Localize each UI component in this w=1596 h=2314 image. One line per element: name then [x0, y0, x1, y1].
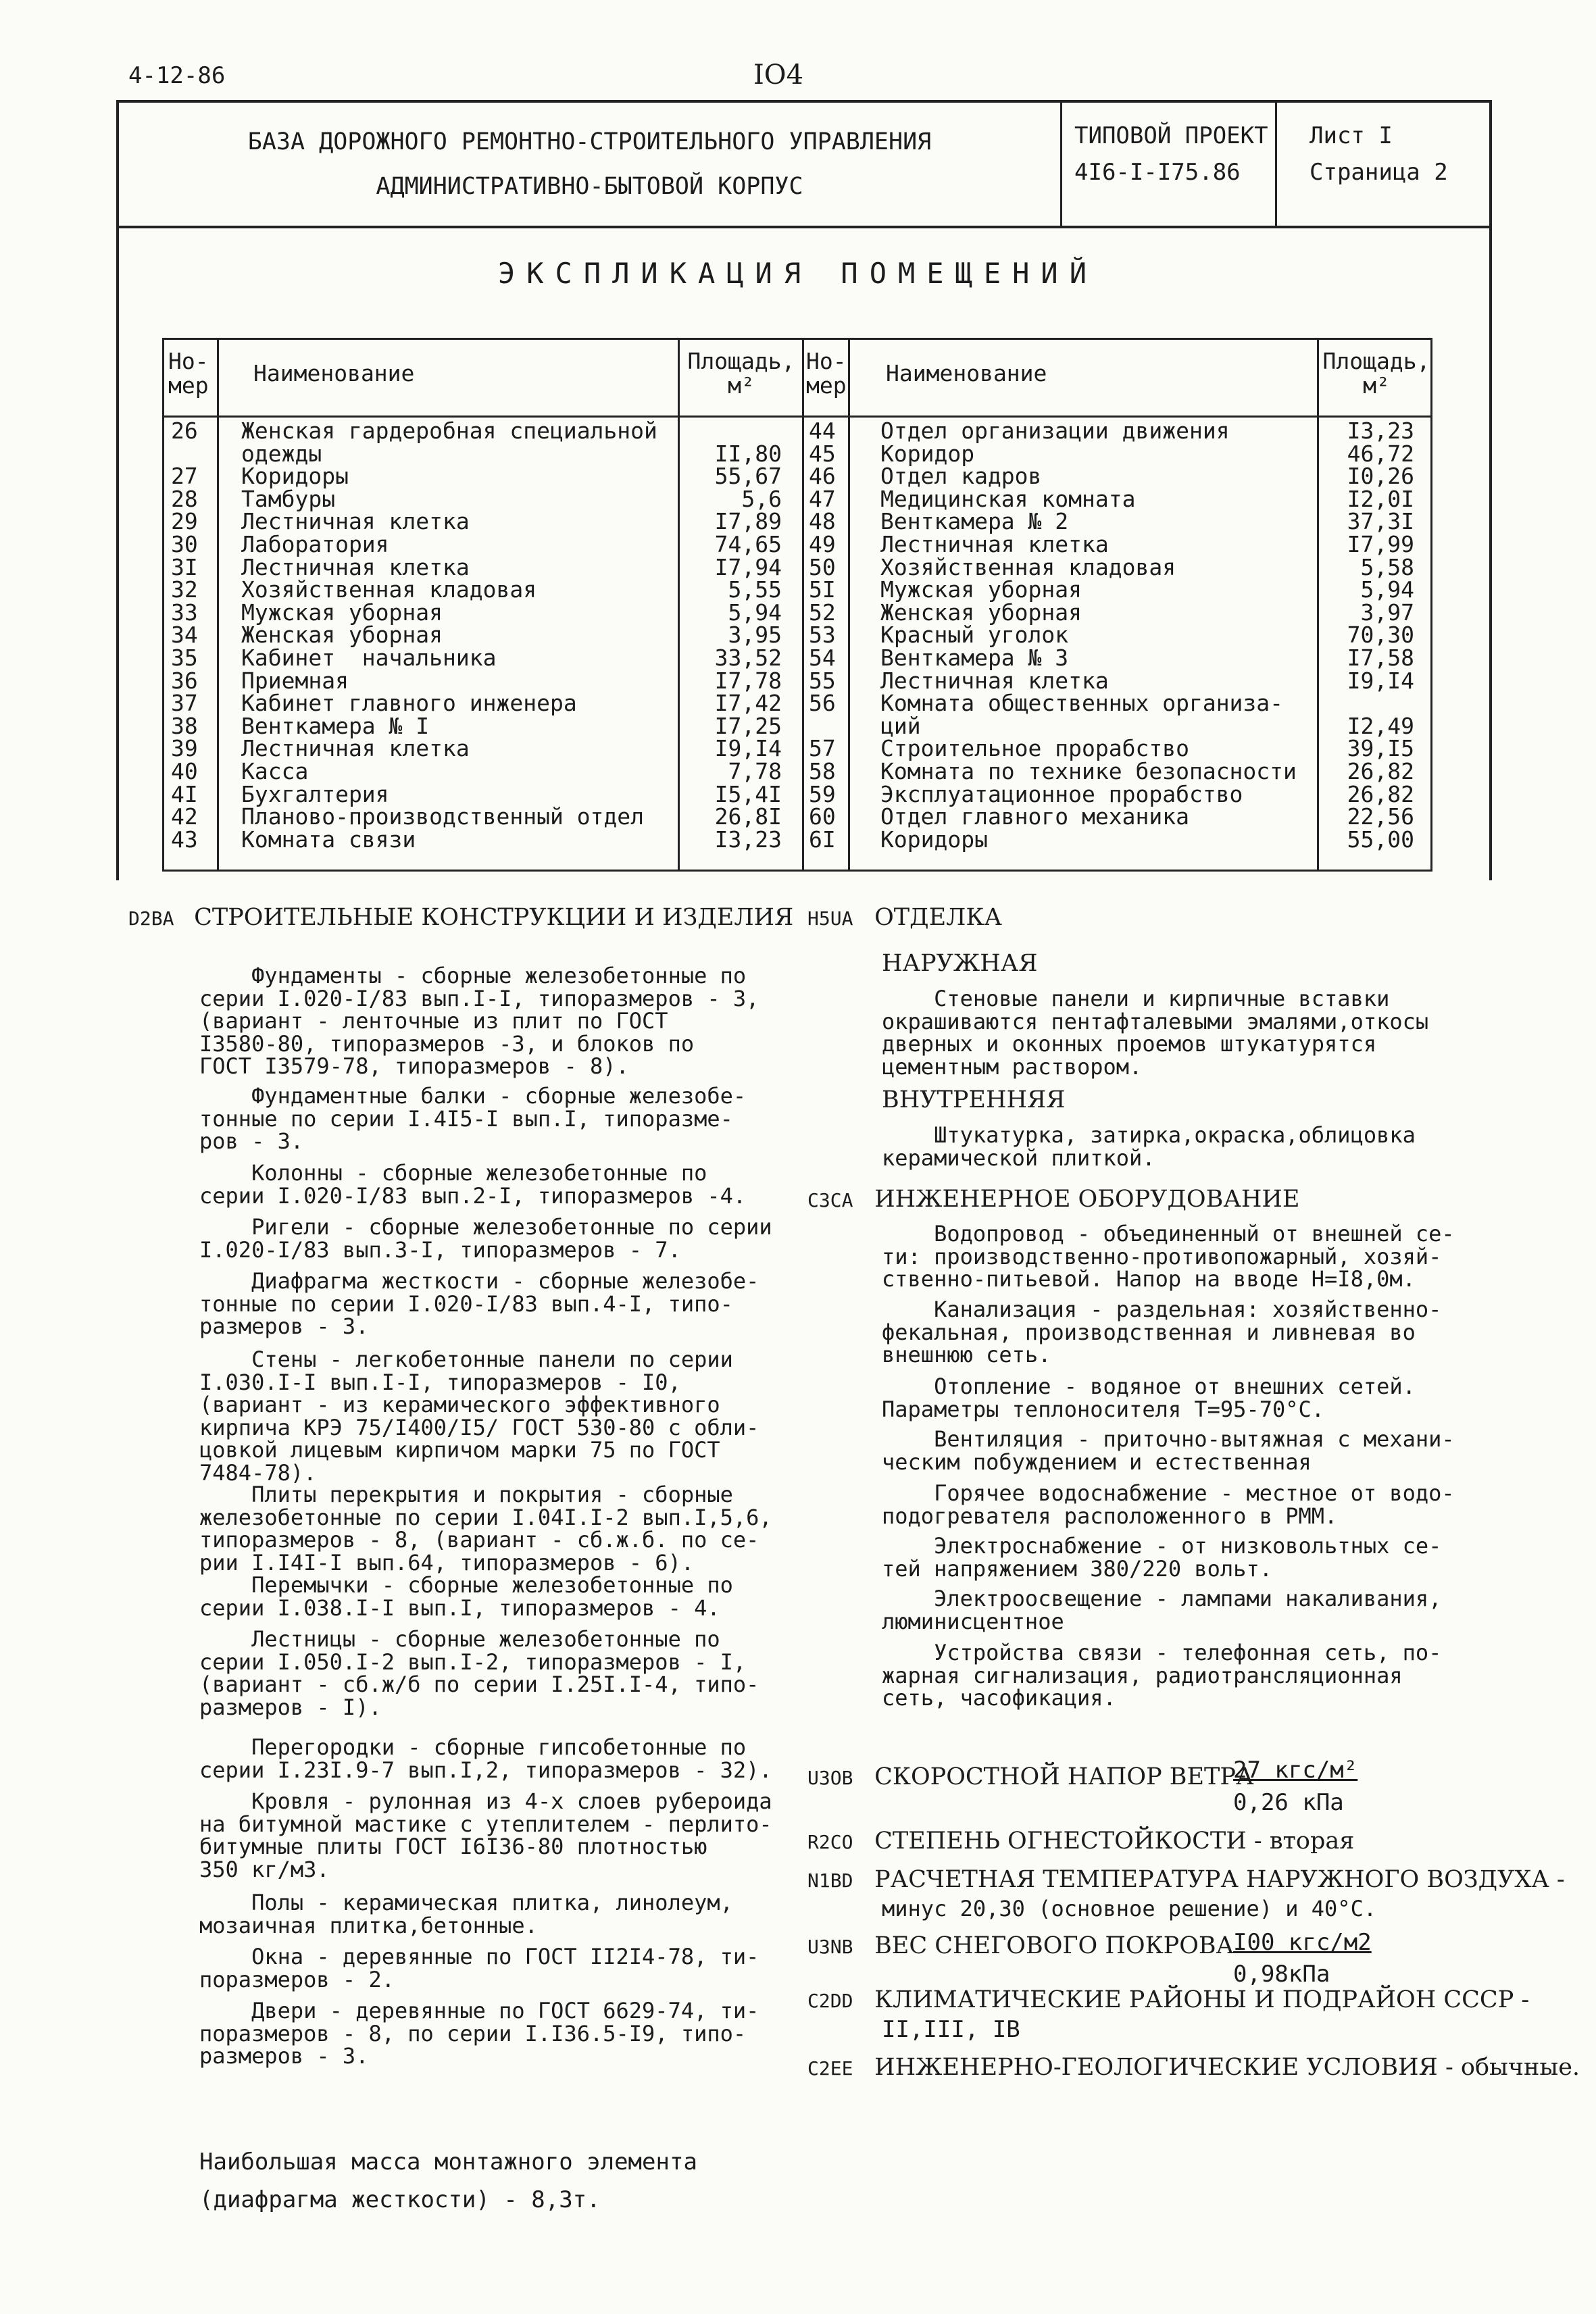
header-area-right: Площадь, м² [1322, 348, 1430, 399]
room-area: I0,26 [1347, 463, 1414, 490]
room-name: Лестничная клетка [241, 553, 470, 580]
left-names-column [241, 420, 674, 851]
header-name: Наименование [253, 360, 415, 386]
room-area: 5,94 [1360, 576, 1414, 603]
room-number: 4I [171, 780, 198, 807]
paragraph: Отопление - водяное от внешних сетей. Параметры теплоносителя Т=95-70°С. [882, 1374, 1416, 1422]
room-name: Касса [241, 757, 309, 784]
room-area: 5,94 [728, 599, 782, 626]
room-name: Эксплуатационное прорабство [880, 780, 1243, 807]
room-area [1320, 692, 1414, 715]
section-code: U3OB [807, 1767, 853, 1789]
geology-label: ИНЖЕНЕРНО-ГЕОЛОГИЧЕСКИЕ УСЛОВИЯ - обычные. [874, 2054, 1580, 2081]
table-divider [802, 340, 804, 870]
constructions-heading: СТРОИТЕЛЬНЫЕ КОНСТРУКЦИИ И ИЗДЕЛИЯ [194, 904, 794, 931]
room-area: 26,8I [714, 803, 782, 830]
room-area: I7,58 [1347, 644, 1414, 671]
room-number: 47 [809, 485, 836, 512]
section-code: D2BA [128, 907, 174, 930]
paragraph: Диафрагма жесткости - сборные железобе- тонные по серии I.020-I/83 вып.4-I, типо- размеров - 3. [199, 1268, 759, 1339]
room-area: I9,I4 [1347, 667, 1414, 694]
room-number: 33 [171, 599, 198, 626]
project-label: ТИПОВОЙ ПРОЕКТ [1074, 122, 1268, 149]
room-name: Бухгалтерия [241, 780, 389, 807]
finishing-heading: ОТДЕЛКА [874, 904, 1002, 931]
paragraph: Двери - деревянные по ГОСТ 6629-74, ти- поразмеров - 8, по серии I.I36.5-I9, типо- размеров - 3. [199, 1998, 759, 2069]
room-area: I9,I4 [714, 735, 782, 762]
snow-value-kpa: 0,98кПа [1233, 1961, 1330, 1988]
room-number: 58 [809, 757, 836, 784]
inner-finishing-text: Штукатурка, затирка,окраска,облицовка керамической плиткой. [882, 1122, 1416, 1171]
room-number: 34 [171, 622, 198, 649]
paragraph: Ригели - сборные железобетонные по серии I.020-I/83 вып.3-I, типоразмеров - 7. [199, 1214, 772, 1263]
room-area: 74,65 [714, 530, 782, 557]
room-name: Кабинет главного инженера [241, 690, 577, 717]
room-name: Лестничная клетка [880, 667, 1109, 694]
room-number: 52 [809, 599, 836, 626]
room-number: 60 [809, 803, 836, 830]
room-area: 5,6 [741, 485, 782, 512]
climate-row [807, 1986, 1529, 2013]
room-name: Медицинская комната [880, 485, 1136, 512]
sheet-number: Лист I [1310, 122, 1393, 149]
room-number: 30 [171, 530, 198, 557]
temperature-label: РАСЧЕТНАЯ ТЕМПЕРАТУРА НАРУЖНОГО ВОЗДУХА - [874, 1866, 1565, 1893]
room-name: ций [880, 712, 921, 739]
room-name: Лестничная клетка [241, 735, 470, 762]
paragraph: Фундаменты - сборные железобетонные по серии I.020-I/83 вып.I-I, типоразмеров - 3, (вариант - ленточные из плит по ГОСТ I3580-80, типоразмеров -3, и блоков по ГОСТ I3579-78, типоразмеров - 8). [199, 963, 759, 1079]
room-number: 36 [171, 667, 198, 694]
room-area: I3,23 [1347, 418, 1414, 444]
table-divider [848, 340, 850, 870]
table-divider [217, 340, 219, 870]
explication-table [162, 338, 1432, 872]
room-number: 49 [809, 530, 836, 557]
room-area: 26,82 [1347, 780, 1414, 807]
room-name: Коридоры [880, 826, 988, 853]
room-number: 53 [809, 622, 836, 649]
paragraph: Канализация - раздельная: хозяйственно- фекальная, производственная и ливневая во внешнюю сеть. [882, 1297, 1442, 1367]
room-name: Комната по технике безопасности [880, 757, 1297, 784]
climate-label: КЛИМАТИЧЕСКИЕ РАЙОНЫ И ПОДРАЙОН СССР - [874, 1986, 1530, 2013]
outer-finishing-heading: НАРУЖНАЯ [882, 950, 1038, 977]
engineering-heading-row [807, 1186, 1299, 1213]
room-area: I7,78 [714, 667, 782, 694]
room-name: Комната связи [241, 826, 416, 853]
constructions-heading-row [128, 904, 793, 931]
room-number: 42 [171, 803, 198, 830]
room-name: Отдел главного механика [880, 803, 1189, 830]
section-code: C3CA [807, 1189, 853, 1211]
room-area: I5,4I [714, 780, 782, 807]
title-block-project [1062, 103, 1277, 226]
room-number: 26 [171, 418, 198, 444]
room-name: Женская гардеробная специальной [241, 418, 657, 444]
paragraph: Водопровод - объединенный от внешней се- ти: производственно-противопожарный, хозяй- ственно-питьевой. Напор на вводе Н=I8,0м. [882, 1221, 1455, 1292]
room-area: 22,56 [1347, 803, 1414, 830]
room-area: 39,I5 [1347, 735, 1414, 762]
temperature-row [807, 1866, 1565, 1893]
room-area: I7,94 [714, 553, 782, 580]
room-number: 55 [809, 667, 836, 694]
title-block-sheet [1277, 103, 1489, 226]
room-name: Коридор [880, 440, 975, 467]
snow-label: ВЕС СНЕГОВОГО ПОКРОВА [874, 1932, 1235, 1959]
section-code: C2EE [807, 2057, 853, 2080]
paragraph: Плиты перекрытия и покрытия - сборные железобетонные по серии I.04I.I-2 вып.I,5,6, типоразмеров - 8, (вариант - сб.ж.б. по се- рии I.I4I-I вып.64, типоразмеров - 6). [199, 1482, 772, 1576]
document-code: 4-12-86 [128, 62, 226, 89]
explication-title: ЭКСПЛИКАЦИЯ ПОМЕЩЕНИЙ [497, 257, 1098, 290]
geology-row [807, 2054, 1580, 2081]
paragraph: Полы - керамическая плитка, линолеум, мозаичная плитка,бетонные. [199, 1890, 733, 1938]
room-area: 46,72 [1347, 440, 1414, 467]
room-name: одежды [241, 440, 322, 467]
document-subtitle: АДМИНИСТРАТИВНО-БЫТОВОЙ КОРПУС [376, 173, 803, 200]
room-area: I7,42 [714, 690, 782, 717]
paragraph: Перегородки - сборные гипсобетонные по серии I.23I.9-7 вып.I,2, типоразмеров - 32). [199, 1734, 772, 1783]
right-numbers-column [809, 420, 845, 851]
paragraph: Кровля - рулонная из 4-х слоев рубероида на битумной мастике с утеплителем - перлито- битумные плиты ГОСТ I6I36-80 плотностью 350 кг/м3. [199, 1788, 772, 1882]
fire-row [807, 1828, 1354, 1855]
room-number: 54 [809, 644, 836, 671]
finishing-heading-row [807, 904, 1002, 931]
room-area: 26,82 [1347, 757, 1414, 784]
room-name: Комната общественных организа- [880, 690, 1284, 717]
room-area: 5,55 [728, 576, 782, 603]
room-area: 3,97 [1360, 599, 1414, 626]
room-area: 5,58 [1360, 553, 1414, 580]
room-number: 46 [809, 463, 836, 490]
right-areas-column [1320, 420, 1414, 851]
room-name: Венткамера № I [241, 712, 430, 739]
room-area: I3,23 [714, 826, 782, 853]
room-number: 38 [171, 712, 198, 739]
room-name: Женская уборная [880, 599, 1082, 626]
room-area: I2,49 [1347, 712, 1414, 739]
room-name: Отдел организации движения [880, 418, 1230, 444]
paragraph: Стены - легкобетонные панели по серии I.030.I-I вып.I-I, типоразмеров - I0, (вариант - из керамического эффективного кирпича КРЭ 75/I400/I5/ ГОСТ 530-80 с обли- цовкой лицевым кирпичом марки 75 по ГОСТ 7484-78). [199, 1347, 759, 1486]
room-name: Лаборатория [241, 530, 389, 557]
room-number: 45 [809, 440, 836, 467]
inner-finishing-heading: ВНУТРЕННЯЯ [882, 1086, 1066, 1113]
room-name: Женская уборная [241, 622, 443, 649]
room-name: Лестничная клетка [880, 530, 1109, 557]
room-name: Мужская уборная [241, 599, 443, 626]
room-name: Строительное прорабство [880, 735, 1189, 762]
section-code: H5UA [807, 907, 853, 930]
room-name: Красный уголок [880, 622, 1069, 649]
room-name: Тамбуры [241, 485, 336, 512]
title-block [116, 100, 1492, 228]
paragraph: Горячее водоснабжение - местное от водо- подогревателя расположенного в РММ. [882, 1480, 1455, 1529]
header-area: Площадь, м² [687, 348, 795, 399]
room-number: 5I [809, 576, 836, 603]
temperature-value: минус 20,30 (основное решение) и 40°С. [882, 1896, 1377, 1921]
left-areas-column [680, 420, 782, 851]
room-number: 3I [171, 553, 198, 580]
room-number [171, 443, 214, 466]
table-divider [1317, 340, 1319, 870]
room-name: Мужская уборная [880, 576, 1082, 603]
room-area: 70,30 [1347, 622, 1414, 649]
section-code: U3NB [807, 1936, 853, 1958]
title-block-main [119, 103, 1062, 226]
paragraph: Устройства связи - телефонная сеть, по- жарная сигнализация, радиотрансляционная сеть, часофикация. [882, 1640, 1442, 1711]
room-area: 3,95 [728, 622, 782, 649]
header-name-right: Наименование [886, 360, 1047, 386]
room-area: 33,52 [714, 644, 782, 671]
room-area: 37,3I [1347, 508, 1414, 535]
header-number-right: Но- мер [806, 348, 847, 399]
section-code: C2DD [807, 1990, 853, 2012]
header-number: Но- мер [168, 348, 209, 399]
room-number: 27 [171, 463, 198, 490]
snow-value: I00 кгс/м2 [1233, 1929, 1372, 1956]
room-number: 59 [809, 780, 836, 807]
page-number: IO4 [753, 59, 804, 91]
paragraph: Перемычки - сборные железобетонные по серии I.038.I-I вып.I, типоразмеров - 4. [199, 1572, 733, 1621]
project-number: 4I6-I-I75.86 [1074, 159, 1241, 186]
room-area: I7,89 [714, 508, 782, 535]
room-name: Кабинет начальника [241, 644, 497, 671]
room-number: 43 [171, 826, 198, 853]
room-number [809, 715, 845, 738]
room-name: Отдел кадров [880, 463, 1042, 490]
outer-finishing-text: Стеновые панели и кирпичные вставки окрашиваются пентафталевыми эмалями,откосы дверных и оконных проемов штукатурятся цементным раствором. [882, 986, 1429, 1080]
paragraph: Лестницы - сборные железобетонные по серии I.050.I-2 вып.I-2, типоразмеров - I, (вариант - сб.ж/б по серии I.25I.I-4, типо- размеров - I). [199, 1626, 759, 1720]
paragraph: Вентиляция - приточно-вытяжная с механи- ческим побуждением и естественная [882, 1426, 1455, 1475]
room-name: Хозяйственная кладовая [241, 576, 537, 603]
room-area: 55,00 [1347, 826, 1414, 853]
room-number: 29 [171, 508, 198, 535]
section-code: N1BD [807, 1869, 853, 1892]
room-number: 28 [171, 485, 198, 512]
table-divider [678, 340, 680, 870]
room-number: 35 [171, 644, 198, 671]
paragraph: Электроснабжение - от низковольтных се- тей напряжением 380/220 вольт. [882, 1533, 1442, 1582]
fire-label: СТЕПЕНЬ ОГНЕСТОЙКОСТИ - вторая [874, 1828, 1355, 1855]
room-area: I2,0I [1347, 485, 1414, 512]
room-name: Приемная [241, 667, 349, 694]
paragraph: Колонны - сборные железобетонные по серии I.020-I/83 вып.2-I, типоразмеров -4. [199, 1160, 747, 1209]
wind-value: 27 кгс/м² [1233, 1757, 1358, 1784]
section-code: R2CO [807, 1831, 853, 1853]
right-names-column [880, 420, 1317, 851]
room-number: 44 [809, 418, 836, 444]
room-name: Хозяйственная кладовая [880, 553, 1176, 580]
wind-label: СКОРОСТНОЙ НАПОР ВЕТРА [874, 1763, 1254, 1790]
document-title: БАЗА ДОРОЖНОГО РЕМОНТНО-СТРОИТЕЛЬНОГО УПРАВЛЕНИЯ [247, 128, 932, 155]
mass-note: Наибольшая масса монтажного элемента (диафрагма жесткости) - 8,3т. [199, 2148, 697, 2213]
room-area: I7,99 [1347, 530, 1414, 557]
paragraph: Окна - деревянные по ГОСТ II2I4-78, ти- поразмеров - 2. [199, 1944, 759, 1992]
room-name: Лестничная клетка [241, 508, 470, 535]
room-area: I7,25 [714, 712, 782, 739]
room-number: 39 [171, 735, 198, 762]
climate-value: II,III, IB [882, 2016, 1020, 2043]
wind-value-kpa: 0,26 кПа [1233, 1789, 1344, 1816]
room-area [680, 420, 782, 443]
left-numbers-column [171, 420, 214, 851]
room-area: 55,67 [714, 463, 782, 490]
room-name: Венткамера № 3 [880, 644, 1069, 671]
room-number: 56 [809, 690, 836, 717]
room-number: 6I [809, 826, 836, 853]
room-name: Коридоры [241, 463, 349, 490]
room-number: 48 [809, 508, 836, 535]
engineering-heading: ИНЖЕНЕРНОЕ ОБОРУДОВАНИЕ [874, 1186, 1300, 1213]
room-area: 7,78 [728, 757, 782, 784]
page-label: Страница 2 [1310, 159, 1448, 186]
room-number: 40 [171, 757, 198, 784]
room-area: II,80 [714, 440, 782, 467]
room-number: 57 [809, 735, 836, 762]
wind-row [807, 1763, 1253, 1790]
room-number: 50 [809, 553, 836, 580]
paragraph: Фундаментные балки - сборные железобе- тонные по серии I.4I5-I вып.I, типоразме- ров - 3. [199, 1083, 747, 1154]
room-name: Планово-производственный отдел [241, 803, 645, 830]
room-number: 32 [171, 576, 198, 603]
room-number: 37 [171, 690, 198, 717]
snow-row [807, 1932, 1234, 1959]
paragraph: Электроосвещение - лампами накаливания, люминисцентное [882, 1586, 1442, 1634]
room-name: Венткамера № 2 [880, 508, 1069, 535]
